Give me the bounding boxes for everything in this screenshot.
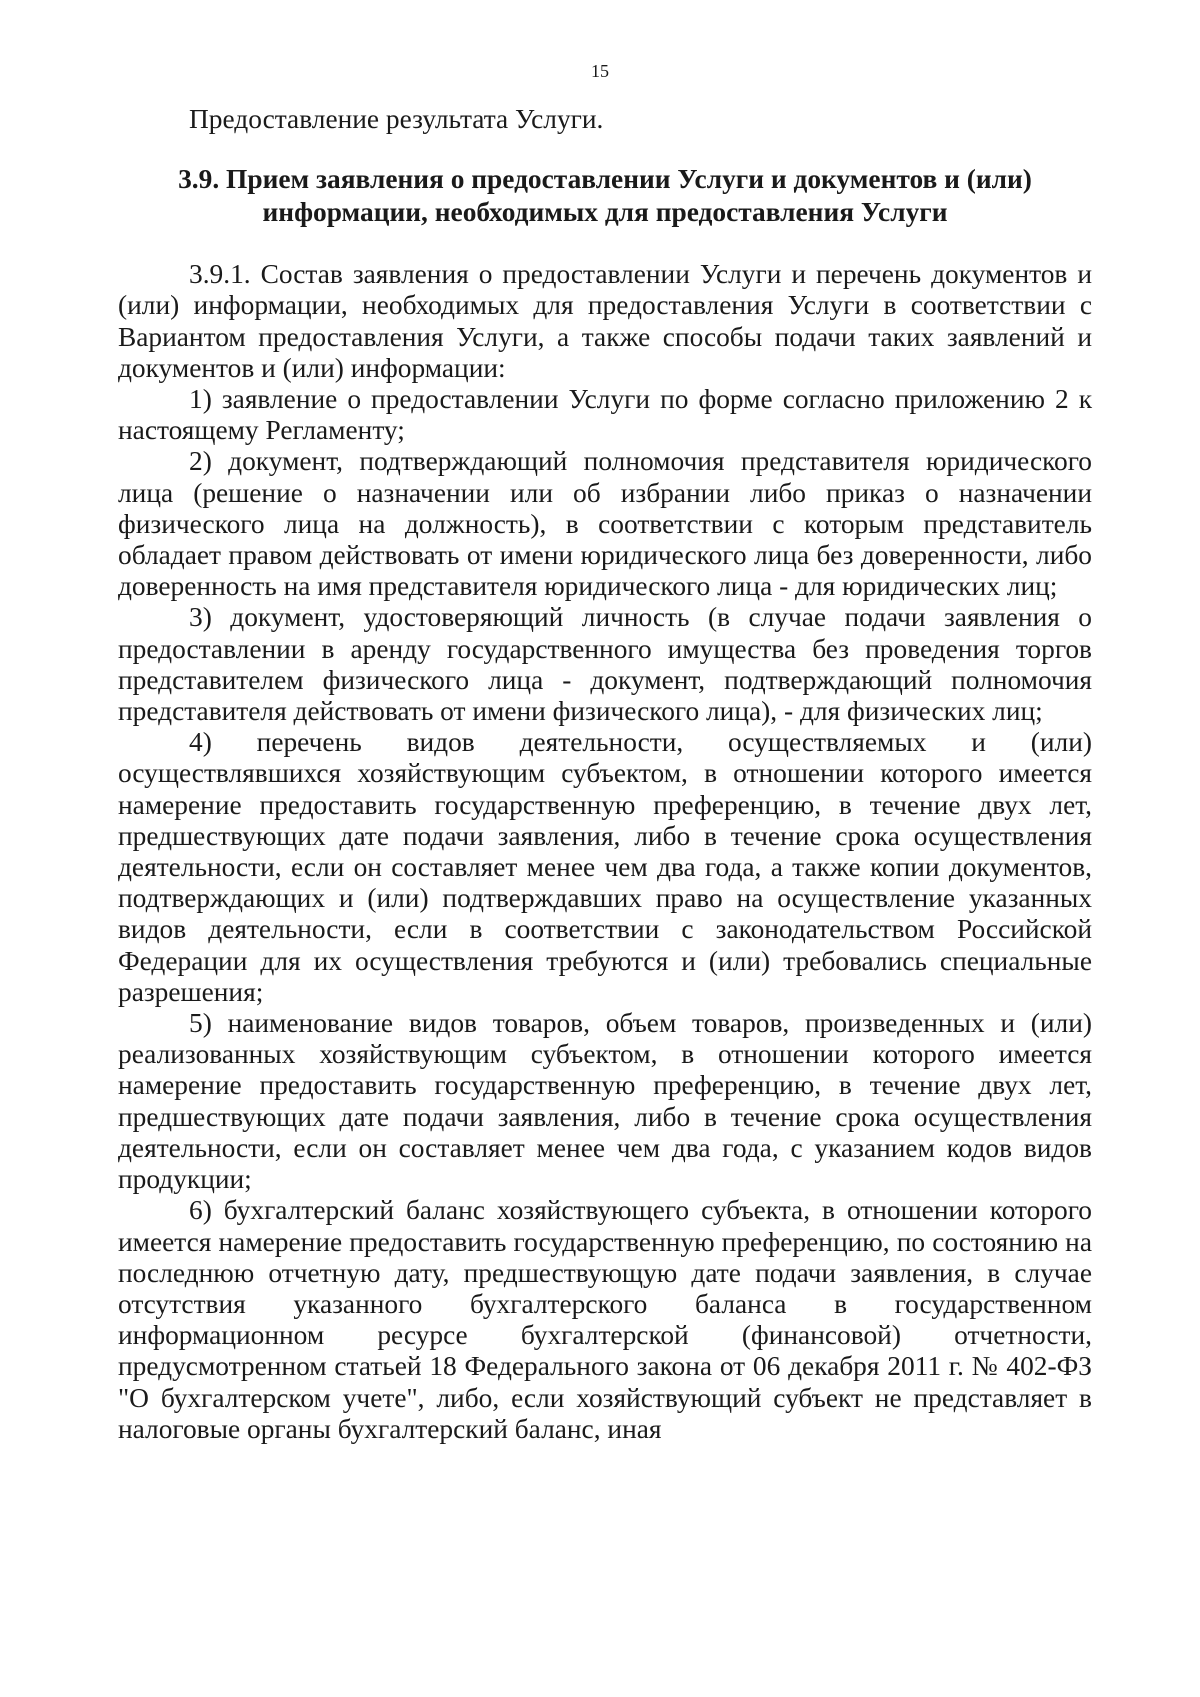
list-item-4: 4) перечень видов деятельности, осуществляемых и (или) осуществлявшихся хозяйствующим субъектом, в отношении которого имеется намерение предоставить государственную преференцию, в течение двух лет, предшествующих дате подачи заявления, либо в течение срока осуществления деятельности, если он составляет менее чем два года, а также копии документов, подтверждающих и (или) подтверждавших право на осуществление указанных видов деятельности, если в соответствии с законодательством Российской Федерации для их осуществления требуются и (или) требовались специальные разрешения;: [118, 727, 1092, 1007]
list-item-6: 6) бухгалтерский баланс хозяйствующего субъекта, в отношении которого имеется намерение предоставить государственную преференцию, по состоянию на последнюю отчетную дату, предшествующую дате подачи заявления, в случае отсутствия указанного бухгалтерского баланса в государственном информационном ресурсе бухгалтерской (финансовой) отчетности, предусмотренном статьей 18 Федерального закона от 06 декабря 2011 г. № 402-ФЗ "О бухгалтерском учете", либо, если хозяйствующий субъект не представляет в налоговые органы бухгалтерский баланс, иная: [118, 1195, 1092, 1444]
paragraph-3-9-1: 3.9.1. Состав заявления о предоставлении Услуги и перечень документов и (или) информации, необходимых для предоставления Услуги в соответствии с Вариантом предоставления Услуги, а также способы подачи таких заявлений и документов и (или) информации:: [118, 259, 1092, 383]
page-number: 15: [591, 61, 609, 81]
list-item-3: 3) документ, удостоверяющий личность (в случае подачи заявления о предоставлении в аренду государственного имущества без проведения торгов представителем физического лица - документ, подтверждающий полномочия представителя действовать от имени физического лица), - для физических лиц;: [118, 602, 1092, 727]
list-item-1: 1) заявление о предоставлении Услуги по форме согласно приложению 2 к настоящему Регламенту;: [118, 384, 1092, 446]
list-item-5: 5) наименование видов товаров, объем товаров, произведенных и (или) реализованных хозяйствующим субъектом, в отношении которого имеется намерение предоставить государственную преференцию, в течение двух лет, предшествующих дате подачи заявления, либо в течение срока осуществления деятельности, если он составляет менее чем два года, с указанием кодов видов продукции;: [118, 1008, 1092, 1195]
list-item-2: 2) документ, подтверждающий полномочия представителя юридического лица (решение о назначении или об избрании либо приказ о назначении физического лица на должность), в соответствии с которым представитель обладает правом действовать от имени юридического лица без доверенности, либо доверенность на имя представителя юридического лица - для юридических лиц;: [118, 446, 1092, 602]
section-heading: 3.9. Прием заявления о предоставлении Услуги и документов и (или) информации, необходимых для предоставления Услуги: [178, 164, 1032, 228]
document-body: [118, 104, 1092, 1445]
result-line: Предоставление результата Услуги.: [189, 104, 604, 134]
